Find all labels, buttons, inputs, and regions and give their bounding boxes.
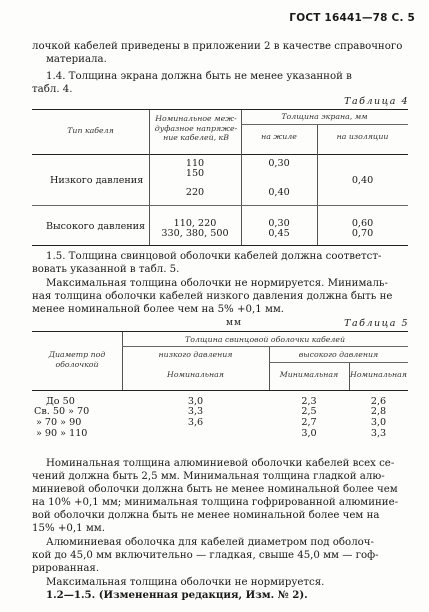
table4-row-high-i1: 0,60 <box>351 218 374 229</box>
paragraph-alum-line1: Алюминиевая оболочка для кабелей диаметром под оболоч- <box>46 537 374 548</box>
table4-top-rule <box>32 109 408 110</box>
table5-row3-min: 2,7 <box>301 417 317 428</box>
table4-col-type: Тип кабеля <box>67 126 114 135</box>
table4-row-low-v1: 110 <box>185 158 205 169</box>
table4-row-low-c1: 0,30 <box>268 158 290 169</box>
paragraph-amendment: 1.2—1.5. (Измененная редакция, Изм. № 2). <box>46 589 308 601</box>
table4-col-insulation: на изоляции <box>336 132 389 141</box>
table5-row3-nom2: 3,0 <box>370 417 387 428</box>
table5-row1-nom: 3,0 <box>187 396 204 407</box>
paragraph-max2: Максимальная толщина оболочки не нормируется. <box>46 577 325 588</box>
page-header: ГОСТ 16441—78 С. 5 <box>289 12 415 24</box>
table5-row4-nom2: 3,3 <box>370 428 387 439</box>
table4-bottom-rule <box>32 245 408 246</box>
table5-col-min: Минимальная <box>279 370 339 379</box>
paragraph-max-line1: Максимальная толщина оболочки не нормируется. Минималь- <box>46 278 388 289</box>
table4-col-core: на жиле <box>261 132 297 141</box>
table5-row4-min: 3,0 <box>301 428 317 439</box>
table5-col-nominal2: Номинальная <box>350 370 407 379</box>
table5-col-thickness: Толщина свинцовой оболочки кабелей <box>185 335 345 344</box>
table4-row-high-type: Высокого давления <box>46 221 146 232</box>
table5-row1-nom2: 2,6 <box>370 396 387 407</box>
paragraph-1-4-line2: табл. 4. <box>32 84 73 95</box>
table5-col-nominal: Номинальная <box>167 370 224 379</box>
paragraph-al-line5: вой оболочки должна быть не менее номинальной более чем на <box>32 510 380 521</box>
table4-header-rule <box>32 154 408 155</box>
table4-row-low-c2: 0,40 <box>268 187 290 198</box>
table4-row-low-type: Низкого давления <box>50 175 144 186</box>
table4-col-thickness: Толщина экрана, мм <box>281 112 368 121</box>
paragraph-al-line4: на 10% +0,1 мм; минимальная толщина гофрированной алюминие- <box>32 497 399 508</box>
table4-row-high-i2: 0,70 <box>351 228 374 239</box>
table4-row-high-v1: 110, 220 <box>173 218 217 229</box>
paragraph-max-line3: менее номинальной более чем на 5% +0,1 мм. <box>32 304 285 315</box>
paragraph-intro-line1: лочкой кабелей приведены в приложении 2 в качестве справочного <box>32 41 403 52</box>
paragraph-1-5-line2: вовать указанной в табл. 5. <box>32 264 180 275</box>
paragraph-1-5-line1: 1.5. Толщина свинцовой оболочки кабелей должна соответст- <box>46 251 382 262</box>
table5-row4-d: » 90 » 110 <box>36 428 88 439</box>
table5-row1-d: До 50 <box>46 396 75 407</box>
table5-caption: Таблица 5 <box>344 318 409 329</box>
paragraph-al-line2: чений должна быть 2,5 мм. Минимальная толщина гладкой алю- <box>32 471 385 482</box>
paragraph-1-4-line1: 1.4. Толщина экрана должна быть не менее указанной в <box>46 71 352 82</box>
table5-col-diameter: Диаметр под оболочкой <box>48 350 106 369</box>
table4-caption: Таблица 4 <box>344 96 409 107</box>
paragraph-intro-line2: материала. <box>46 54 107 65</box>
table5-row3-nom: 3,6 <box>187 417 204 428</box>
table4-row-high-v2: 330, 380, 500 <box>161 228 229 239</box>
table5-row2-d: Св. 50 » 70 <box>34 406 90 417</box>
paragraph-alum-line2: кой до 45,0 мм включительно — гладкая, свыше 45,0 мм — гоф- <box>32 550 379 561</box>
table5-row1-min: 2,3 <box>301 396 317 407</box>
table4-row-high-c1: 0,30 <box>268 218 290 229</box>
table4-row-low-ins: 0,40 <box>351 175 374 186</box>
table5-row2-nom2: 2,8 <box>370 406 387 417</box>
table5-col-low: низкого давления <box>158 350 233 359</box>
table5-row2-nom: 3,3 <box>187 406 204 417</box>
paragraph-al-line3: миниевой оболочки должна быть не менее номинальной более чем <box>32 484 398 495</box>
table4-row-low-v3: 220 <box>185 187 205 198</box>
paragraph-max-line2: ная толщина оболочки кабелей низкого давления должна быть не <box>32 291 393 302</box>
table4-row-low-v2: 150 <box>185 168 205 179</box>
paragraph-al-line1: Номинальная толщина алюминиевой оболочки кабелей всех се- <box>46 458 395 469</box>
table5-row2-min: 2,5 <box>301 406 317 417</box>
table5-col-high: высокого давления <box>298 350 379 359</box>
table4-row-high-c2: 0,45 <box>268 228 290 239</box>
table4-col-voltage: Номинальное меж- дуфазное напряже- ние кабелей, кВ <box>154 114 238 142</box>
table5-header-rule <box>32 390 408 391</box>
table5-top-rule <box>32 331 408 332</box>
table5-row3-d: » 70 » 90 <box>36 417 82 428</box>
paragraph-al-line6: 15% +0,1 мм. <box>32 523 105 534</box>
paragraph-alum-line3: рированная. <box>32 563 100 574</box>
table5-unit: мм <box>226 318 243 328</box>
